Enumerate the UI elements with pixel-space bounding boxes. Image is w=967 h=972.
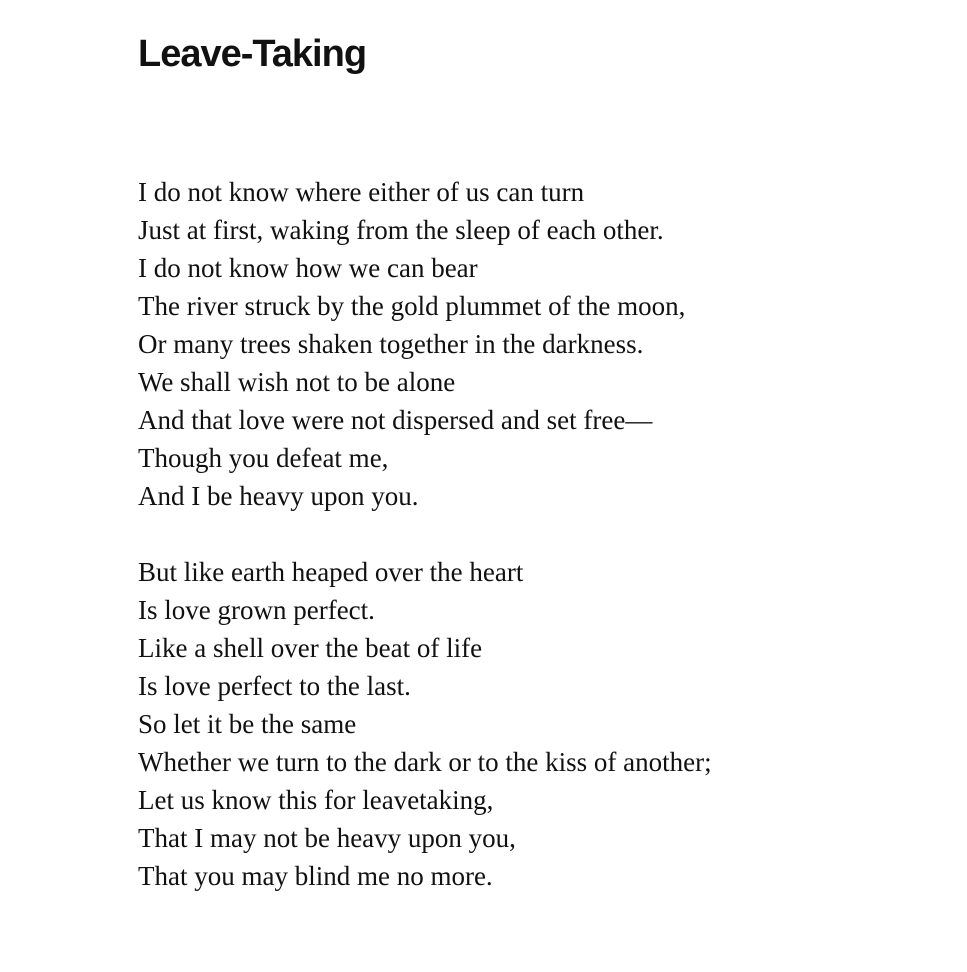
stanza-1 [138, 173, 685, 515]
poem-line: Though you defeat me, [138, 443, 389, 473]
poem-line: Is love perfect to the last. [138, 671, 411, 701]
poem-line: Is love grown perfect. [138, 595, 375, 625]
poem-line: Or many trees shaken together in the darkness. [138, 329, 644, 359]
poem-line: So let it be the same [138, 709, 357, 739]
poem-line: That I may not be heavy upon you, [138, 823, 516, 853]
poem-title: Leave-Taking [138, 33, 367, 75]
poem-line: Like a shell over the beat of life [138, 633, 483, 663]
stanza-2 [138, 553, 712, 895]
poem-line: I do not know how we can bear [138, 253, 478, 283]
poem-line: Let us know this for leavetaking, [138, 785, 494, 815]
poem-line: Whether we turn to the dark or to the kiss of another; [138, 747, 712, 777]
poem-line: And I be heavy upon you. [138, 481, 419, 511]
poem-line: I do not know where either of us can turn [138, 177, 585, 207]
poem-line: And that love were not dispersed and set free— [138, 405, 653, 435]
poem-line: We shall wish not to be alone [138, 367, 456, 397]
poem-line: The river struck by the gold plummet of the moon, [138, 291, 686, 321]
poem-line: Just at first, waking from the sleep of each other. [138, 215, 664, 245]
poem-line: But like earth heaped over the heart [138, 557, 524, 587]
poem-line: That you may blind me no more. [138, 861, 493, 891]
